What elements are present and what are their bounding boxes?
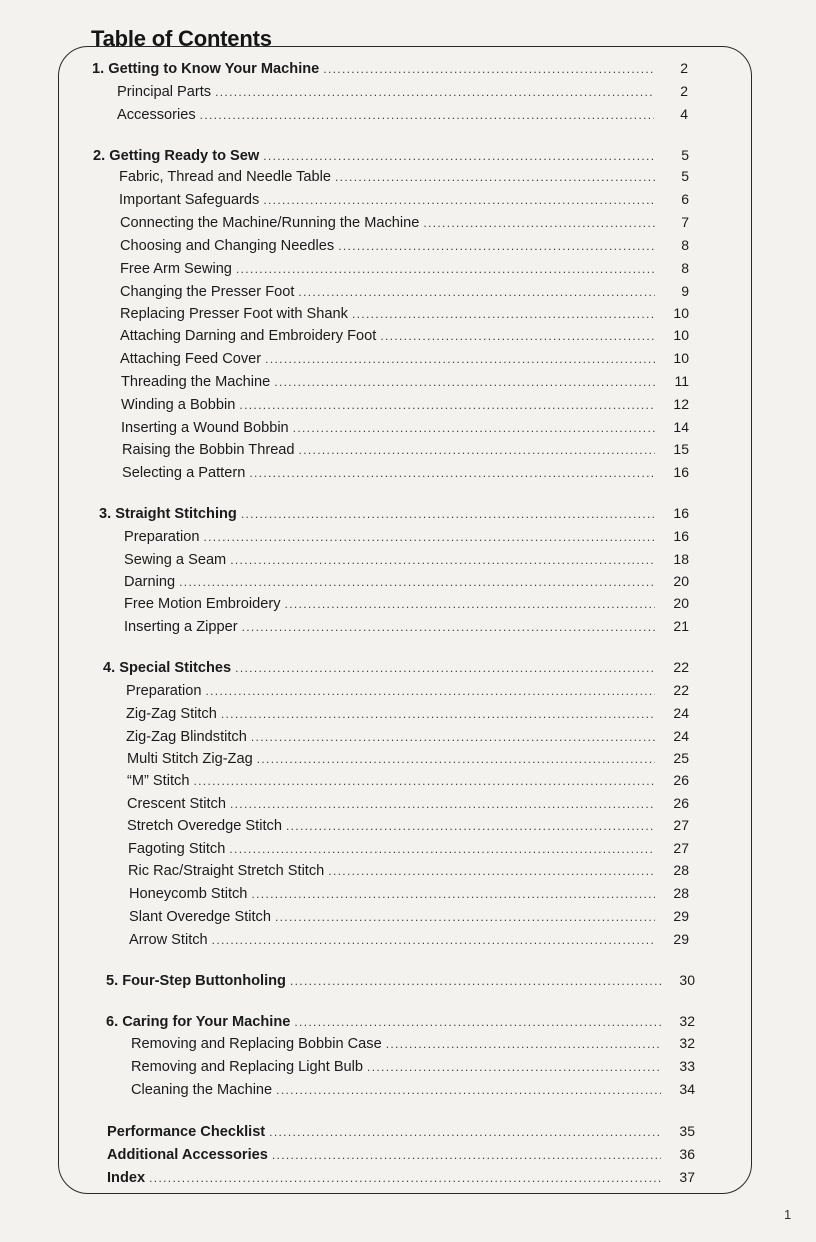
toc-entry-page: 21 [673,618,689,634]
toc-entry-label: Connecting the Machine/Running the Machine [120,215,420,231]
toc-entry-page: 32 [679,1035,695,1051]
toc-entry[interactable] [120,349,689,368]
dot-leader [286,817,655,835]
toc-entry-page: 36 [679,1146,695,1162]
toc-entry-page: 22 [673,659,689,675]
toc-entry[interactable] [131,1080,695,1099]
toc-entry[interactable] [122,440,689,459]
dot-leader [235,659,655,677]
toc-entry-label: Index [107,1170,146,1186]
toc-entry-label: Additional Accessories [107,1147,268,1163]
dot-leader [367,1058,661,1076]
dot-leader [290,972,661,990]
toc-entry-page: 5 [681,147,689,163]
toc-entry-label: Replacing Presser Foot with Shank [120,306,348,322]
toc-entry-page: 5 [681,168,689,184]
toc-entry[interactable] [121,418,689,437]
toc-entry-page: 10 [673,327,689,343]
dot-leader [241,505,655,523]
toc-entry-label: Cleaning the Machine [131,1082,273,1098]
toc-entry-label: Removing and Replacing Bobbin Case [131,1036,382,1052]
toc-entry-label: 5. Four-Step Buttonholing [106,973,286,989]
toc-entry-page: 10 [673,350,689,366]
dot-leader [257,750,655,768]
toc-entry-label: Ric Rac/Straight Stretch Stitch [128,863,325,879]
dot-leader [221,705,655,723]
dot-leader [200,106,654,124]
toc-entry-page: 26 [673,795,689,811]
toc-entry-page: 16 [673,464,689,480]
toc-entry[interactable] [127,794,689,813]
toc-entry[interactable] [107,1122,695,1141]
toc-entry-page: 16 [673,505,689,521]
dot-leader [276,1081,661,1099]
toc-entry-page: 10 [673,305,689,321]
dot-leader [323,60,654,78]
dot-leader [242,618,655,636]
dot-leader [205,682,655,700]
toc-entry-label: Stretch Overedge Stitch [127,818,282,834]
toc-entry-page: 32 [679,1013,695,1029]
toc-entry[interactable] [124,527,689,546]
dot-leader [299,441,655,459]
toc-entry-page: 6 [681,191,689,207]
toc-entry-label: Principal Parts [117,84,212,100]
toc-entry-page: 20 [673,595,689,611]
toc-entry[interactable] [124,594,689,613]
dot-leader [335,168,655,186]
toc-entry-page: 2 [680,83,688,99]
page-title: Table of Contents [91,26,272,51]
toc-entry[interactable] [124,617,689,636]
dot-leader [265,350,655,368]
toc-entry[interactable] [107,1145,695,1164]
toc-entry-label: Raising the Bobbin Thread [122,442,295,458]
toc-entry-page: 24 [673,728,689,744]
dot-leader [239,396,655,414]
dot-leader [272,1146,661,1164]
toc-entry-label: Choosing and Changing Needles [120,238,335,254]
dot-leader [203,528,655,546]
dot-leader [149,1169,661,1187]
toc-entry[interactable] [119,167,689,186]
dot-leader [380,327,655,345]
toc-entry[interactable] [106,971,695,990]
dot-leader [215,83,654,101]
toc-entry-label: Preparation [126,683,202,699]
toc-entry[interactable] [127,816,689,835]
toc-entry-label: Slant Overedge Stitch [129,909,271,925]
toc-entry[interactable] [92,59,688,78]
toc-entry-label: Darning [124,574,176,590]
toc-entry[interactable] [124,550,689,569]
toc-entry-page: 37 [679,1169,695,1185]
toc-entry-page: 30 [679,972,695,988]
toc-entry-page: 34 [679,1081,695,1097]
dot-leader [251,885,655,903]
dot-leader [193,772,655,790]
toc-entry-label: Sewing a Seam [124,552,227,568]
toc-entry-page: 25 [673,750,689,766]
toc-entry-label: Fabric, Thread and Needle Table [119,169,332,185]
dot-leader [275,908,655,926]
toc-entry[interactable] [126,704,689,723]
dot-leader [274,373,655,391]
toc-entry[interactable] [129,930,689,949]
toc-entry-label: Selecting a Pattern [122,465,246,481]
toc-entry-label: Inserting a Wound Bobbin [121,420,289,436]
dot-leader [338,237,655,255]
toc-entry-page: 29 [673,931,689,947]
toc-entry-label: Free Motion Embroidery [124,596,281,612]
toc-entry[interactable] [120,259,689,278]
toc-entry[interactable] [120,304,689,323]
toc-entry-page: 20 [673,573,689,589]
toc-entry-page: 33 [679,1058,695,1074]
page-number: 1 [784,1207,792,1222]
toc-entry-page: 8 [681,237,689,253]
toc-entry-label: “M” Stitch [127,773,190,789]
toc-entry-label: Multi Stitch Zig-Zag [127,751,253,767]
toc-entry-label: 4. Special Stitches [103,660,232,676]
dot-leader [298,283,655,301]
toc-entry[interactable] [93,146,689,165]
dot-leader [236,260,655,278]
dot-leader [230,795,655,813]
toc-entry[interactable] [117,82,688,101]
dot-leader [212,931,655,949]
toc-entry-label: 6. Caring for Your Machine [106,1014,291,1030]
dot-leader [294,1013,661,1031]
toc-entry-page: 7 [681,214,689,230]
toc-entry-page: 35 [679,1123,695,1139]
toc-entry-label: Zig-Zag Stitch [126,706,217,722]
toc-entry-page: 22 [673,682,689,698]
toc-entry-page: 24 [673,705,689,721]
toc-entry[interactable] [106,1012,695,1031]
dot-leader [293,419,655,437]
toc-entry[interactable] [131,1034,695,1053]
toc-entry-page: 8 [681,260,689,276]
toc-entry-label: 1. Getting to Know Your Machine [92,61,320,77]
dot-leader [249,464,655,482]
toc-entry[interactable] [122,463,689,482]
toc-entry-label: Crescent Stitch [127,796,226,812]
toc-entry-page: 14 [673,419,689,435]
toc-entry[interactable] [127,771,689,790]
toc-entry-page: 15 [673,441,689,457]
toc-entry[interactable] [120,213,689,232]
dot-leader [179,573,655,591]
toc-entry[interactable] [126,681,689,700]
toc-entry-page: 27 [673,817,689,833]
toc-entry[interactable] [131,1057,695,1076]
dot-leader [229,840,655,858]
toc-entry[interactable] [120,282,689,301]
dot-leader [251,728,655,746]
toc-entry[interactable] [107,1168,695,1187]
toc-entry-label: Inserting a Zipper [124,619,238,635]
toc-entry[interactable] [117,105,688,124]
dot-leader [230,551,655,569]
toc-entry-page: 16 [673,528,689,544]
dot-leader [352,305,655,323]
toc-entry-page: 12 [673,396,689,412]
toc-entry-page: 9 [681,283,689,299]
dot-leader [328,862,655,880]
dot-leader [263,191,655,209]
toc-entry-page: 4 [680,106,688,122]
toc-entry-label: Honeycomb Stitch [129,886,248,902]
toc-entry[interactable] [121,395,689,414]
toc-entry-page: 2 [680,60,688,76]
toc-entry-label: 2. Getting Ready to Sew [93,148,260,164]
toc-entry-page: 18 [673,551,689,567]
toc-entry-label: Threading the Machine [121,374,271,390]
toc-entry-label: Removing and Replacing Light Bulb [131,1059,364,1075]
toc-entry[interactable] [129,907,689,926]
dot-leader [386,1035,661,1053]
toc-entry-label: Attaching Darning and Embroidery Foot [120,328,377,344]
dot-leader [423,214,655,232]
toc-entry-label: Accessories [117,107,196,123]
toc-entry-label: Preparation [124,529,200,545]
dot-leader [285,595,655,613]
toc-entry-page: 27 [673,840,689,856]
toc-entry-label: Zig-Zag Blindstitch [126,729,247,745]
toc-entry-label: Performance Checklist [107,1124,266,1140]
toc-entry-page: 11 [674,373,689,389]
toc-entry[interactable] [119,190,689,209]
toc-entry-label: Important Safeguards [119,192,260,208]
toc-entry-label: Attaching Feed Cover [120,351,262,367]
toc-entry-page: 28 [673,862,689,878]
toc-entry[interactable] [103,658,689,677]
toc-entry-label: Arrow Stitch [129,932,208,948]
dot-leader [269,1123,661,1141]
toc-entry-label: Fagoting Stitch [128,841,226,857]
toc-entry[interactable] [121,372,689,391]
toc-entry[interactable] [124,572,689,591]
toc-entry-page: 29 [673,908,689,924]
toc-entry[interactable] [120,236,689,255]
toc-entry-page: 26 [673,772,689,788]
toc-entry[interactable] [127,749,689,768]
toc-entry[interactable] [129,884,689,903]
toc-entry-label: Winding a Bobbin [121,397,236,413]
toc-entry-page: 28 [673,885,689,901]
toc-entry[interactable] [120,326,689,345]
toc-entry-label: 3. Straight Stitching [99,506,237,522]
toc-entry-label: Changing the Presser Foot [120,284,295,300]
toc-entry[interactable] [128,861,689,880]
toc-entry[interactable] [128,839,689,858]
toc-entry[interactable] [126,727,689,746]
dot-leader [263,147,655,165]
toc-entry-label: Free Arm Sewing [120,261,232,277]
toc-entry[interactable] [99,504,689,523]
